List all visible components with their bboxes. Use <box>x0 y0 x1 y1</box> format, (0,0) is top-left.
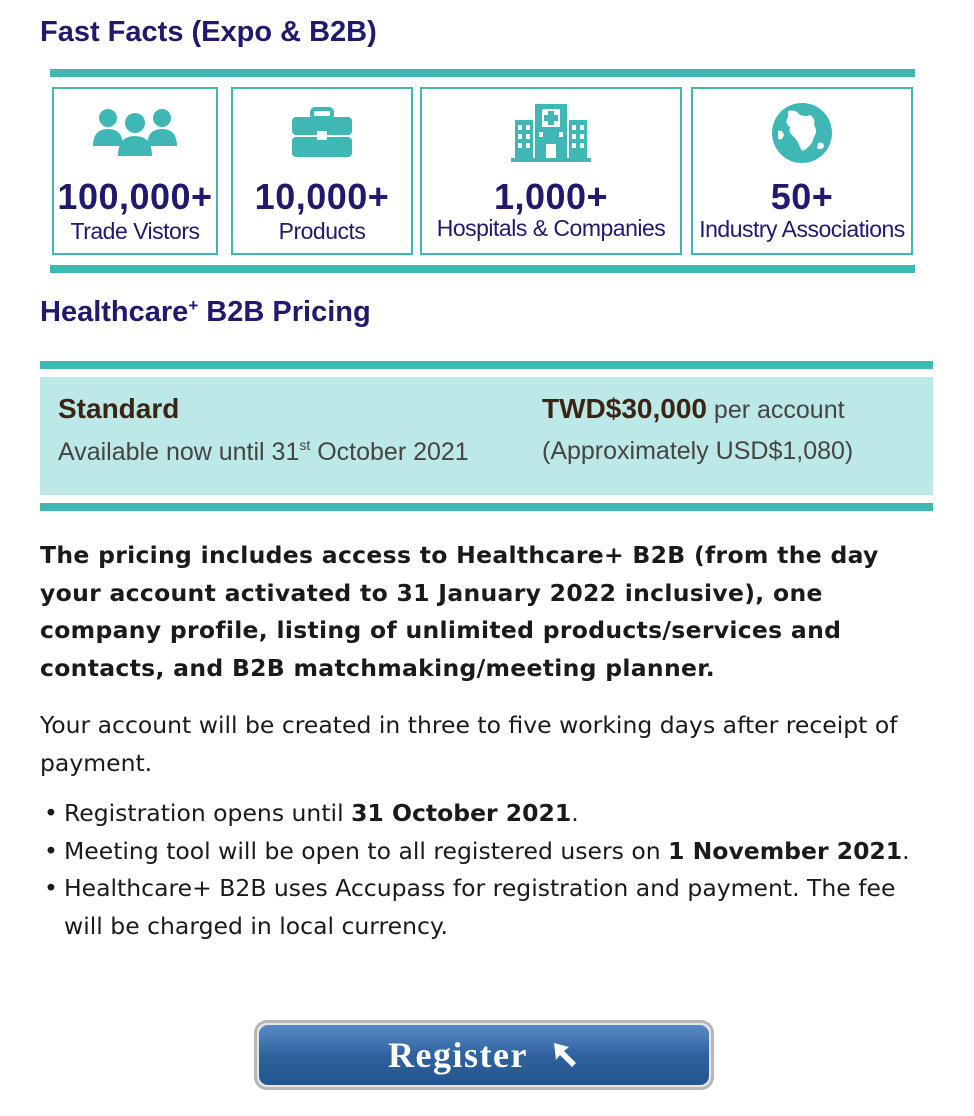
info-bullet-list <box>40 795 940 945</box>
fact-label: Trade Vistors <box>70 218 200 244</box>
account-created-text: Your account will be created in three to five working days after receipt of payment. <box>40 711 898 777</box>
availability-text: Available now until 31st October 2021 <box>58 437 469 466</box>
register-button[interactable] <box>254 1020 714 1090</box>
fact-card-associations <box>691 87 913 255</box>
list-item: • Healthcare+ B2B uses Accupass for registration and payment. The fee will be charged in local currency. <box>44 874 896 940</box>
globe-icon <box>693 101 911 165</box>
price-text: TWD$30,000 per account <box>542 393 845 424</box>
fact-label: Products <box>278 218 366 244</box>
fact-number: 10,000+ <box>254 176 390 217</box>
pricing-bottom-divider <box>40 503 933 511</box>
hospital-icon <box>422 101 680 165</box>
pricing-top-divider <box>40 361 933 369</box>
list-item: • Meeting tool will be open to all registered users on 1 November 2021. <box>44 836 910 865</box>
fact-label: Hospitals & Companies <box>436 215 666 241</box>
fast-facts-heading: Fast Facts (Expo & B2B) <box>40 16 377 48</box>
people-icon <box>54 101 216 165</box>
briefcase-icon <box>233 101 411 165</box>
approx-price: (Approximately USD$1,080) <box>542 437 854 465</box>
register-label: Register <box>388 1035 528 1075</box>
fact-card-hospitals <box>420 87 682 255</box>
fact-number: 100,000+ <box>57 176 213 217</box>
fact-number: 50+ <box>770 176 834 217</box>
cursor-arrow-icon <box>550 1040 580 1070</box>
pricing-heading: Healthcare+ B2B Pricing <box>40 296 371 328</box>
facts-bottom-divider <box>50 265 915 273</box>
top-divider <box>50 69 915 77</box>
list-item: • Registration opens until 31 October 2021. <box>44 799 579 827</box>
pricing-includes-text: The pricing includes access to Healthcare+ B2B (from the day your account activated to 31 January 2022 inclusive), one company profile, listing of unlimited products/services and contacts, and B2B matchmaking/meeting planner. <box>40 541 879 682</box>
fact-card-trade-visitors <box>52 87 218 255</box>
pricing-table <box>40 377 933 495</box>
tier-name: Standard <box>58 393 180 424</box>
fact-number: 1,000+ <box>493 176 609 217</box>
fact-card-products <box>231 87 413 255</box>
fact-label: Industry Associations <box>699 216 905 242</box>
